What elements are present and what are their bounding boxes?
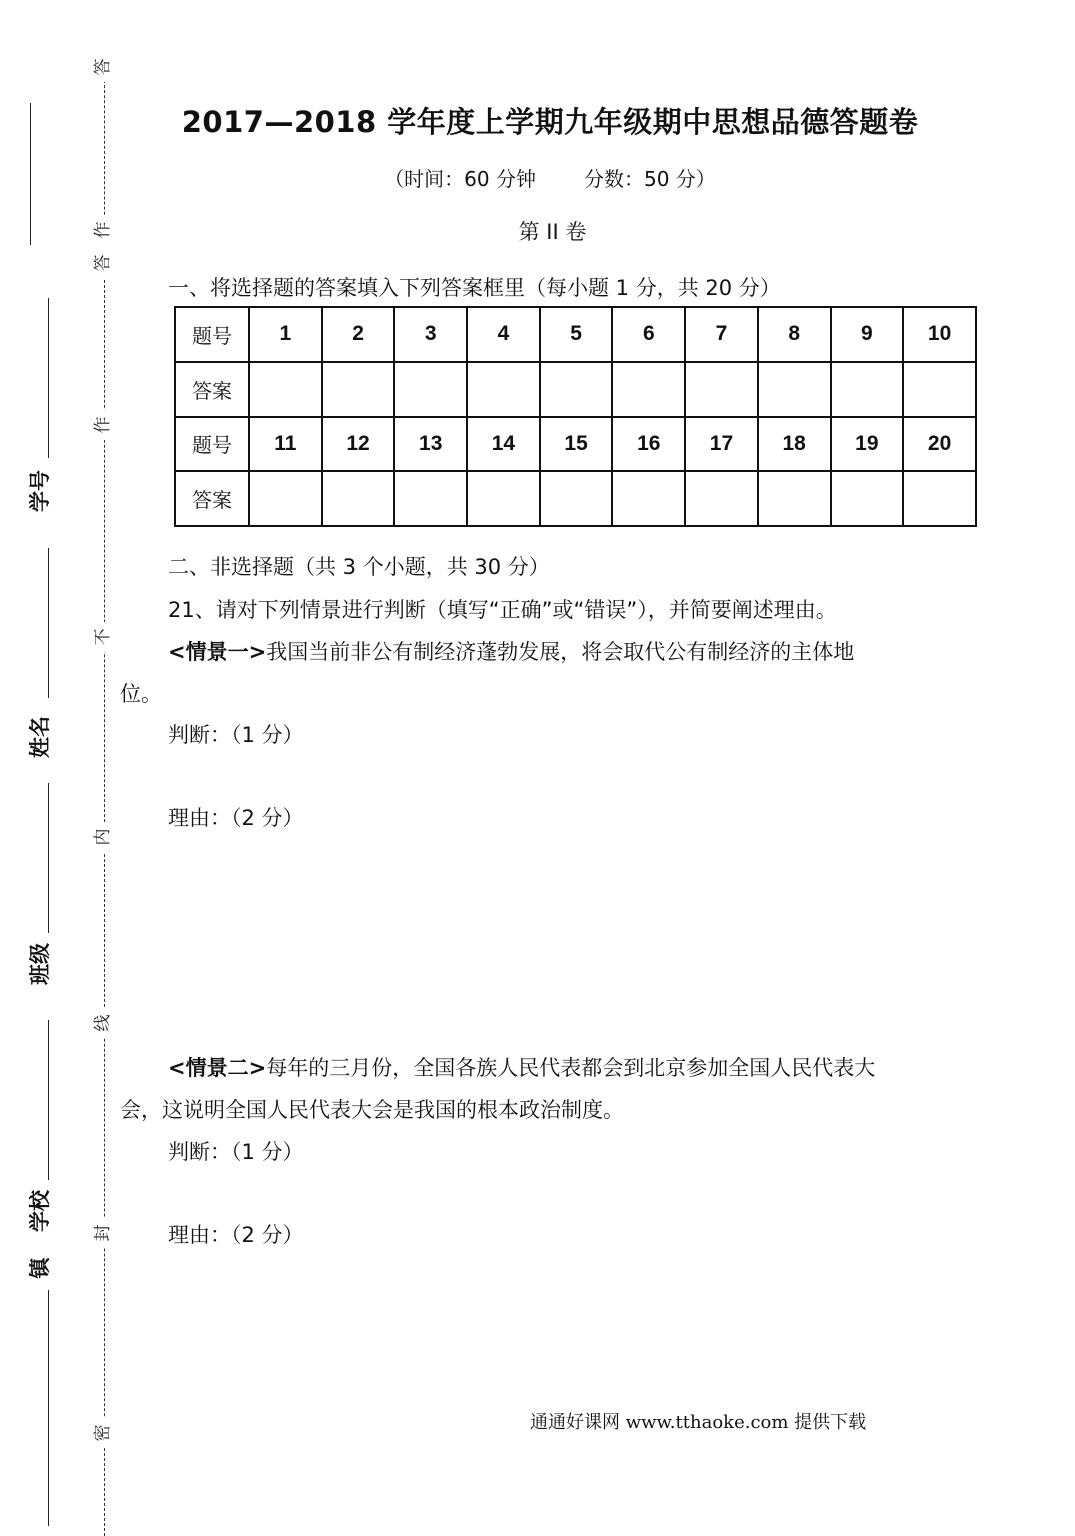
judgement-one-label: 判断：（1 分）: [168, 723, 304, 747]
table-row: [175, 307, 976, 362]
answer-cell[interactable]: [831, 362, 904, 417]
answer-cell[interactable]: [903, 362, 976, 417]
field-label-class: 班级: [28, 943, 52, 985]
answer-cell[interactable]: [540, 362, 613, 417]
question-number: 4: [467, 307, 540, 362]
question-21: 21、请对下列情景进行判断（填写“正确”或“错误”），并简要阐述理由。: [168, 598, 837, 622]
scene-one-tag: <情景一>: [168, 640, 267, 664]
scene-one-text: 我国当前非公有制经济蓬勃发展，将会取代公有制经济的主体地: [266, 640, 855, 664]
binding-line-school: [48, 1020, 49, 1180]
question-number: 10: [903, 307, 976, 362]
field-label-town: 镇: [28, 1257, 52, 1279]
page-title: 2017—2018 学年度上学期九年级期中思想品德答题卷: [181, 105, 919, 139]
question-number: 1: [249, 307, 322, 362]
answer-cell[interactable]: [685, 362, 758, 417]
table-row: [175, 362, 976, 417]
binding-line-bottom: [48, 1290, 49, 1526]
question-number: 18: [758, 417, 831, 472]
answer-cell[interactable]: [612, 362, 685, 417]
field-label-student-id: 学号: [28, 470, 52, 512]
question-number: 3: [394, 307, 467, 362]
question-number: 14: [467, 417, 540, 472]
reason-one-label: 理由：（2 分）: [168, 806, 304, 830]
question-number: 11: [249, 417, 322, 472]
seal-char: 密: [88, 1418, 118, 1448]
row-label: 题号: [175, 417, 249, 472]
exam-score: 分数：50 分）: [584, 167, 716, 191]
judgement-two-label: 判断：（1 分）: [168, 1140, 304, 1164]
exam-time: （时间：60 分钟: [384, 167, 536, 191]
answer-cell[interactable]: [322, 471, 395, 526]
exam-info: [120, 163, 980, 192]
seal-char: 内: [88, 822, 118, 852]
scene-one-text-cont: 位。: [120, 682, 162, 706]
answer-grid: [174, 306, 977, 527]
row-label: 题号: [175, 307, 249, 362]
seal-char: 答: [88, 52, 118, 82]
seal-char: 封: [88, 1218, 118, 1248]
question-number: 15: [540, 417, 613, 472]
part-two-heading: 二、非选择题（共 3 个小题，共 30 分）: [168, 555, 550, 579]
binding-line-student-id: [48, 298, 49, 458]
question-number: 13: [394, 417, 467, 472]
seal-char: 不: [88, 622, 118, 652]
section-name: 第 II 卷: [518, 220, 587, 244]
answer-cell[interactable]: [394, 471, 467, 526]
seal-char: 答: [88, 248, 118, 278]
binding-line-class: [48, 783, 49, 933]
seal-char: 作: [88, 410, 118, 440]
question-number: 2: [322, 307, 395, 362]
question-number: 17: [685, 417, 758, 472]
row-label: 答案: [175, 471, 249, 526]
question-number: 16: [612, 417, 685, 472]
answer-cell[interactable]: [249, 362, 322, 417]
scene-two: [168, 1052, 875, 1082]
answer-cell[interactable]: [685, 471, 758, 526]
answer-cell[interactable]: [903, 471, 976, 526]
scene-one: [168, 636, 854, 666]
scene-two-text-cont: 会，这说明全国人民代表大会是我国的根本政治制度。: [120, 1098, 624, 1122]
question-number: 19: [831, 417, 904, 472]
seal-char: 作: [88, 215, 118, 245]
reason-two-label: 理由：（2 分）: [168, 1223, 304, 1247]
question-number: 9: [831, 307, 904, 362]
answer-cell[interactable]: [831, 471, 904, 526]
answer-cell[interactable]: [467, 471, 540, 526]
answer-cell[interactable]: [322, 362, 395, 417]
scene-two-text: 每年的三月份，全国各族人民代表都会到北京参加全国人民代表大: [266, 1056, 876, 1080]
answer-cell[interactable]: [612, 471, 685, 526]
field-label-name: 姓名: [28, 716, 52, 758]
answer-cell[interactable]: [394, 362, 467, 417]
table-row: [175, 471, 976, 526]
question-number: 20: [903, 417, 976, 472]
footer-credit: 通通好课网 www.tthaoke.com 提供下载: [530, 1412, 867, 1433]
binding-line-top: [30, 103, 31, 245]
answer-cell[interactable]: [758, 471, 831, 526]
answer-cell[interactable]: [758, 362, 831, 417]
table-row: [175, 417, 976, 472]
row-label: 答案: [175, 362, 249, 417]
question-number: 6: [612, 307, 685, 362]
seal-dashed-line: [104, 270, 105, 1536]
binding-line-name: [48, 548, 49, 698]
field-label-school: 学校: [28, 1190, 52, 1232]
question-number: 7: [685, 307, 758, 362]
answer-cell[interactable]: [540, 471, 613, 526]
answer-cell[interactable]: [249, 471, 322, 526]
answer-cell[interactable]: [467, 362, 540, 417]
question-number: 12: [322, 417, 395, 472]
question-number: 5: [540, 307, 613, 362]
part-one-heading: 一、将选择题的答案填入下列答案框里（每小题 1 分，共 20 分）: [168, 276, 781, 300]
seal-char: 线: [88, 1008, 118, 1038]
scene-two-tag: <情景二>: [168, 1056, 267, 1080]
question-number: 8: [758, 307, 831, 362]
